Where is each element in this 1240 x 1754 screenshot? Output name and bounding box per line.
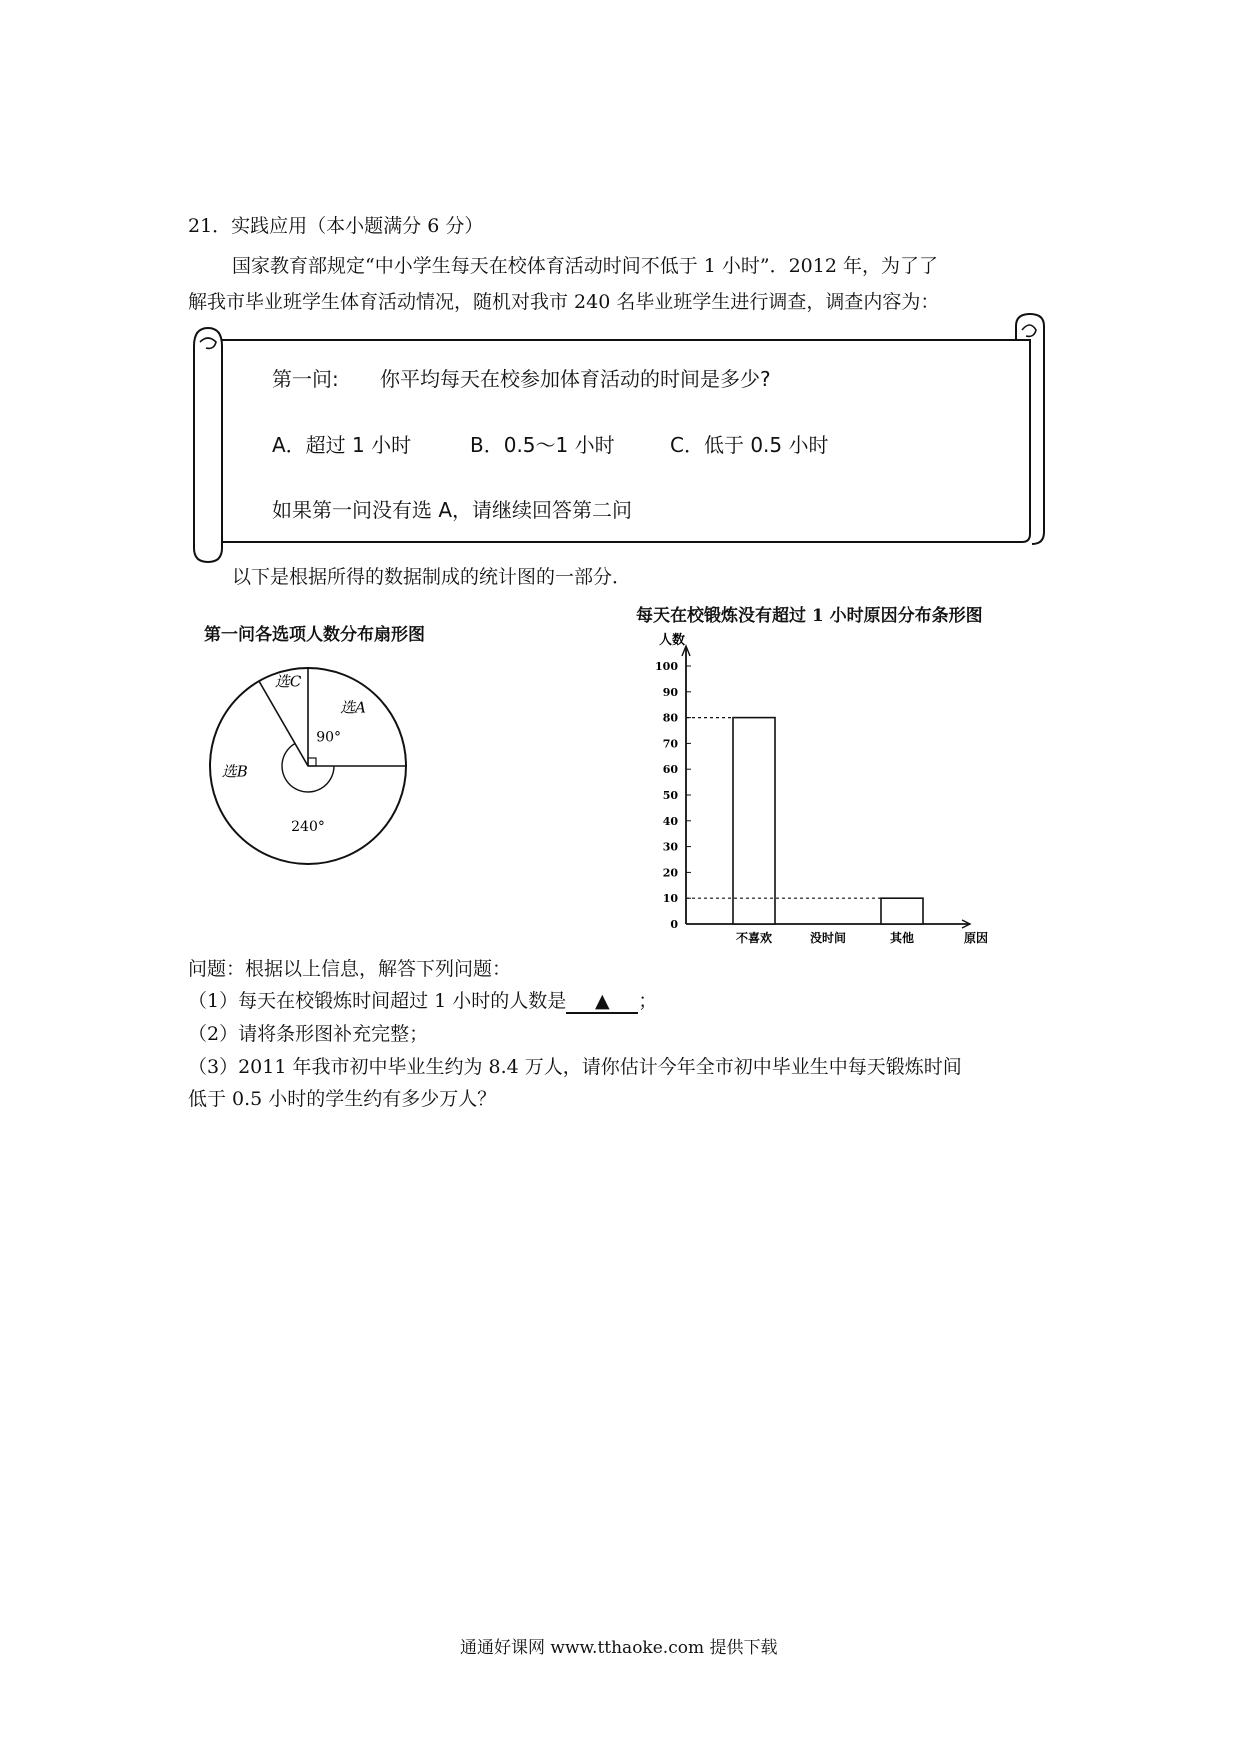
page-footer: 通通好课网 www.tthaoke.com 提供下载	[460, 1638, 778, 1658]
x-axis-label: 原因	[963, 931, 989, 945]
question-heading: 21．实践应用（本小题满分 6 分）	[188, 215, 484, 237]
problem-1	[188, 988, 657, 1014]
pie-slice-label-2: 选C	[274, 672, 302, 691]
bar-0	[733, 718, 775, 924]
x-category-label-2: 其他	[889, 931, 915, 945]
pie-angle-label-1: 240°	[291, 819, 325, 835]
y-tick-label-8: 80	[662, 711, 678, 725]
scroll-option-b: B．0.5～1 小时	[470, 433, 615, 457]
y-tick-label-0: 0	[670, 918, 678, 931]
pie-angle-label-0: 90°	[316, 729, 342, 746]
problem-3-line1: （3）2011 年我市初中毕业生约为 8.4 万人，请你估计今年全市初中毕业生中每天锻炼时间	[188, 1056, 962, 1078]
pie-slice-label-0: 选A	[340, 698, 366, 717]
problem-1-suffix: ；	[638, 990, 658, 1012]
pie-chart	[198, 656, 418, 876]
y-tick-label-10: 100	[655, 660, 678, 673]
problems-intro: 问题：根据以上信息，解答下列问题：	[188, 958, 512, 980]
pie-slice-label-1: 选B	[221, 762, 248, 781]
scroll-q1-text: 你平均每天在校参加体育活动的时间是多少?	[380, 367, 771, 391]
scroll-q2-note: 如果第一问没有选 A，请继续回答第二问	[272, 498, 633, 522]
answer-blank: ▲	[566, 990, 638, 1014]
y-tick-label-2: 20	[662, 866, 678, 880]
y-tick-label-7: 70	[662, 737, 678, 751]
problem-3-line2: 低于 0.5 小时的学生约有多少万人？	[188, 1088, 497, 1110]
y-tick-label-9: 90	[662, 685, 678, 699]
question-intro-line1: 国家教育部规定“中小学生每天在校体育活动时间不低于 1 小时”．2012 年，为了了	[232, 255, 938, 277]
scroll-q1-label: 第一问:	[272, 367, 339, 391]
x-category-label-1: 没时间	[809, 931, 847, 945]
bar-chart	[630, 628, 1010, 958]
x-category-label-0: 不喜欢	[735, 931, 773, 945]
y-tick-label-4: 40	[662, 814, 678, 828]
after-scroll-text: 以下是根据所得的数据制成的统计图的一部分．	[232, 566, 632, 588]
y-tick-label-1: 10	[662, 892, 678, 906]
pie-chart-title: 第一问各选项人数分布扇形图	[204, 625, 425, 645]
y-tick-label-6: 60	[662, 763, 678, 777]
scroll-option-c: C．低于 0.5 小时	[670, 433, 829, 457]
problem-1-prefix: （1）每天在校锻炼时间超过 1 小时的人数是	[188, 990, 567, 1012]
question-intro-line2: 解我市毕业班学生体育活动情况，随机对我市 240 名毕业班学生进行调查，调查内容为：	[188, 291, 940, 313]
bar-2	[881, 898, 923, 924]
bar-chart-title: 每天在校锻炼没有超过 1 小时原因分布条形图	[636, 606, 983, 626]
problem-2: （2）请将条形图补充完整；	[188, 1023, 429, 1045]
y-tick-label-5: 50	[662, 789, 678, 802]
y-axis-label: 人数	[658, 633, 686, 648]
scroll-option-a: A．超过 1 小时	[272, 433, 412, 457]
y-tick-label-3: 30	[662, 840, 678, 854]
